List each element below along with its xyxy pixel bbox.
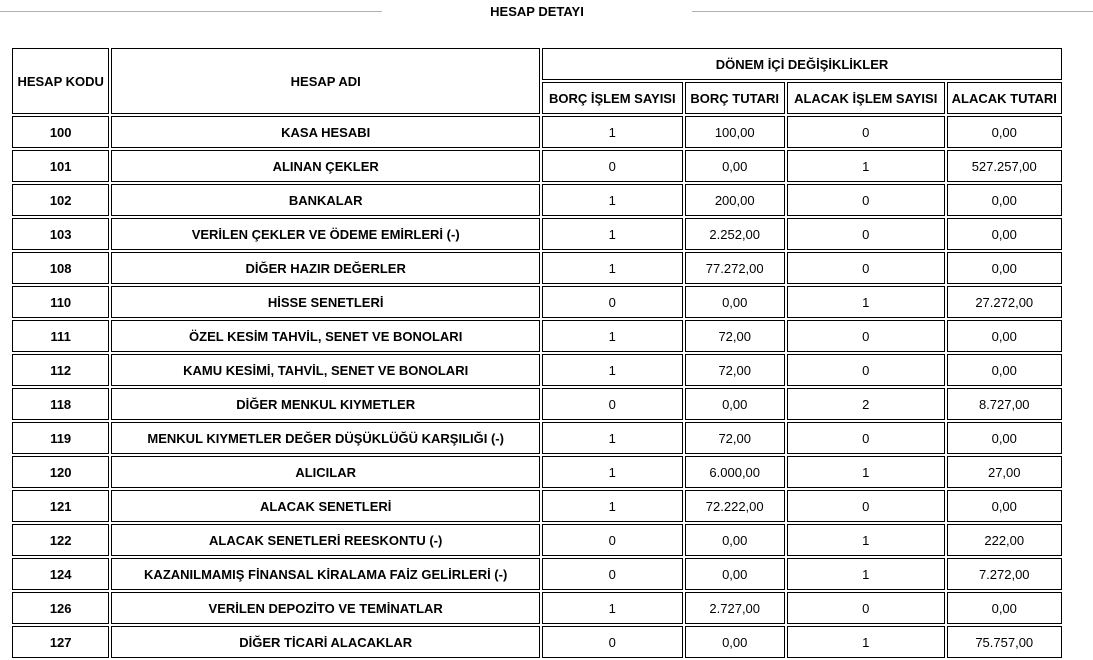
header-debit-total: BORÇ TUTARI — [685, 82, 785, 114]
table-row — [12, 422, 1062, 454]
debit-count-cell: 1 — [542, 592, 683, 624]
debit-total-cell: 72,00 — [685, 422, 785, 454]
debit-count-cell: 1 — [542, 116, 683, 148]
credit-count-cell: 1 — [787, 456, 945, 488]
debit-total-cell: 0,00 — [685, 626, 785, 658]
credit-total-cell: 0,00 — [947, 218, 1063, 250]
credit-count-cell: 0 — [787, 218, 945, 250]
account-code-cell: 101 — [12, 150, 109, 182]
account-name-cell: DİĞER TİCARİ ALACAKLAR — [111, 626, 540, 658]
table-row — [12, 388, 1062, 420]
credit-total-cell: 75.757,00 — [947, 626, 1063, 658]
table-row — [12, 558, 1062, 590]
table-row — [12, 320, 1062, 352]
credit-total-cell: 0,00 — [947, 116, 1063, 148]
account-name-cell: ÖZEL KESİM TAHVİL, SENET VE BONOLARI — [111, 320, 540, 352]
account-code-cell: 127 — [12, 626, 109, 658]
debit-total-cell: 0,00 — [685, 388, 785, 420]
account-name-cell: DİĞER MENKUL KIYMETLER — [111, 388, 540, 420]
credit-count-cell: 2 — [787, 388, 945, 420]
credit-total-cell: 27.272,00 — [947, 286, 1063, 318]
debit-count-cell: 0 — [542, 626, 683, 658]
table-row — [12, 354, 1062, 386]
table-body — [12, 116, 1062, 658]
credit-total-cell: 0,00 — [947, 252, 1063, 284]
credit-total-cell: 527.257,00 — [947, 150, 1063, 182]
title-bar — [0, 0, 1093, 26]
debit-total-cell: 200,00 — [685, 184, 785, 216]
table-row — [12, 490, 1062, 522]
account-name-cell: VERİLEN ÇEKLER VE ÖDEME EMİRLERİ (-) — [111, 218, 540, 250]
credit-count-cell: 0 — [787, 490, 945, 522]
credit-total-cell: 8.727,00 — [947, 388, 1063, 420]
header-credit-count: ALACAK İŞLEM SAYISI — [787, 82, 945, 114]
table-row — [12, 150, 1062, 182]
table-row — [12, 592, 1062, 624]
account-name-cell: VERİLEN DEPOZİTO VE TEMİNATLAR — [111, 592, 540, 624]
account-code-cell: 120 — [12, 456, 109, 488]
account-code-cell: 121 — [12, 490, 109, 522]
credit-count-cell: 0 — [787, 354, 945, 386]
header-debit-count: BORÇ İŞLEM SAYISI — [542, 82, 683, 114]
credit-total-cell: 0,00 — [947, 354, 1063, 386]
credit-total-cell: 27,00 — [947, 456, 1063, 488]
debit-total-cell: 0,00 — [685, 150, 785, 182]
debit-count-cell: 1 — [542, 456, 683, 488]
account-code-cell: 103 — [12, 218, 109, 250]
debit-count-cell: 1 — [542, 490, 683, 522]
table-row — [12, 524, 1062, 556]
account-name-cell: ALICILAR — [111, 456, 540, 488]
account-name-cell: HİSSE SENETLERİ — [111, 286, 540, 318]
debit-count-cell: 1 — [542, 184, 683, 216]
account-name-cell: KASA HESABI — [111, 116, 540, 148]
account-code-cell: 118 — [12, 388, 109, 420]
credit-count-cell: 0 — [787, 592, 945, 624]
debit-total-cell: 2.252,00 — [685, 218, 785, 250]
account-code-cell: 124 — [12, 558, 109, 590]
debit-count-cell: 1 — [542, 320, 683, 352]
account-name-cell: KAZANILMAMIŞ FİNANSAL KİRALAMA FAİZ GELİRLERİ (-) — [111, 558, 540, 590]
account-name-cell: DİĞER HAZIR DEĞERLER — [111, 252, 540, 284]
debit-total-cell: 6.000,00 — [685, 456, 785, 488]
debit-total-cell: 0,00 — [685, 286, 785, 318]
header-account-code: HESAP KODU — [12, 48, 109, 114]
credit-count-cell: 1 — [787, 626, 945, 658]
header-period-changes: DÖNEM İÇİ DEĞİŞİKLİKLER — [542, 48, 1062, 80]
debit-total-cell: 72.222,00 — [685, 490, 785, 522]
credit-count-cell: 0 — [787, 184, 945, 216]
account-name-cell: ALACAK SENETLERİ — [111, 490, 540, 522]
credit-total-cell: 7.272,00 — [947, 558, 1063, 590]
credit-count-cell: 0 — [787, 252, 945, 284]
debit-count-cell: 1 — [542, 354, 683, 386]
debit-count-cell: 0 — [542, 286, 683, 318]
table-row — [12, 252, 1062, 284]
table-row — [12, 286, 1062, 318]
table-row — [12, 626, 1062, 658]
credit-count-cell: 1 — [787, 558, 945, 590]
debit-count-cell: 0 — [542, 524, 683, 556]
account-code-cell: 111 — [12, 320, 109, 352]
account-code-cell: 102 — [12, 184, 109, 216]
account-code-cell: 126 — [12, 592, 109, 624]
account-detail-table — [10, 46, 1064, 660]
table-row — [12, 116, 1062, 148]
debit-total-cell: 0,00 — [685, 524, 785, 556]
credit-count-cell: 1 — [787, 286, 945, 318]
credit-total-cell: 0,00 — [947, 592, 1063, 624]
header-account-name: HESAP ADI — [111, 48, 540, 114]
credit-total-cell: 0,00 — [947, 320, 1063, 352]
title-divider-left — [0, 11, 382, 12]
account-code-cell: 110 — [12, 286, 109, 318]
credit-count-cell: 0 — [787, 116, 945, 148]
credit-total-cell: 0,00 — [947, 184, 1063, 216]
table-row — [12, 184, 1062, 216]
debit-count-cell: 1 — [542, 252, 683, 284]
page-title: HESAP DETAYI — [490, 4, 584, 19]
debit-count-cell: 1 — [542, 422, 683, 454]
account-code-cell: 108 — [12, 252, 109, 284]
account-code-cell: 122 — [12, 524, 109, 556]
debit-count-cell: 1 — [542, 218, 683, 250]
debit-total-cell: 100,00 — [685, 116, 785, 148]
credit-total-cell: 222,00 — [947, 524, 1063, 556]
debit-total-cell: 77.272,00 — [685, 252, 785, 284]
credit-count-cell: 1 — [787, 150, 945, 182]
credit-total-cell: 0,00 — [947, 490, 1063, 522]
debit-count-cell: 0 — [542, 150, 683, 182]
debit-total-cell: 2.727,00 — [685, 592, 785, 624]
credit-count-cell: 0 — [787, 320, 945, 352]
account-name-cell: MENKUL KIYMETLER DEĞER DÜŞÜKLÜĞÜ KARŞILIĞI (-) — [111, 422, 540, 454]
debit-count-cell: 0 — [542, 388, 683, 420]
title-divider-right — [692, 11, 1093, 12]
account-name-cell: BANKALAR — [111, 184, 540, 216]
debit-total-cell: 0,00 — [685, 558, 785, 590]
account-name-cell: KAMU KESİMİ, TAHVİL, SENET VE BONOLARI — [111, 354, 540, 386]
account-code-cell: 112 — [12, 354, 109, 386]
debit-total-cell: 72,00 — [685, 320, 785, 352]
debit-total-cell: 72,00 — [685, 354, 785, 386]
account-name-cell: ALACAK SENETLERİ REESKONTU (-) — [111, 524, 540, 556]
credit-count-cell: 0 — [787, 422, 945, 454]
debit-count-cell: 0 — [542, 558, 683, 590]
table-row — [12, 218, 1062, 250]
credit-total-cell: 0,00 — [947, 422, 1063, 454]
table-row — [12, 456, 1062, 488]
account-code-cell: 119 — [12, 422, 109, 454]
account-code-cell: 100 — [12, 116, 109, 148]
account-name-cell: ALINAN ÇEKLER — [111, 150, 540, 182]
header-credit-total: ALACAK TUTARI — [947, 82, 1063, 114]
credit-count-cell: 1 — [787, 524, 945, 556]
